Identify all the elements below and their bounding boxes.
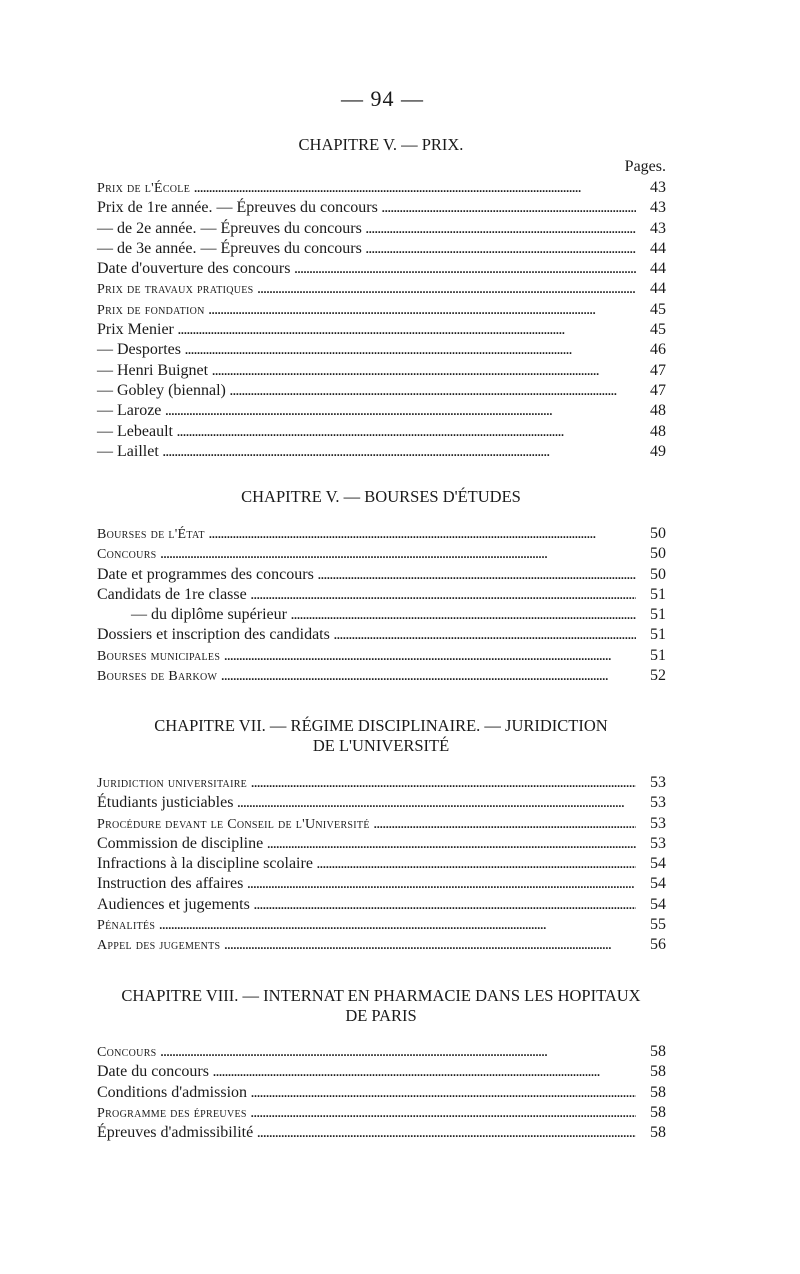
- dot-leader: [224, 646, 636, 666]
- toc-entry-label: — du diplôme supérieur: [131, 606, 287, 624]
- toc-entry-page: 52: [650, 667, 666, 685]
- toc-entry: [97, 320, 666, 340]
- chapter-title-line: CHAPITRE VIII. — INTERNAT EN PHARMACIE DANS LES HOPITAUX: [121, 986, 641, 1005]
- toc-entry-page: 46: [650, 341, 666, 359]
- toc-entry: [97, 1103, 666, 1123]
- toc-entry-page: 43: [650, 219, 666, 237]
- dot-leader: [209, 524, 636, 544]
- toc-entry-page: 48: [650, 422, 666, 440]
- toc-entry-label: Prix de fondation: [97, 302, 205, 318]
- toc-entry-page: 49: [650, 442, 666, 460]
- dot-leader: [185, 340, 636, 360]
- toc-entry-page: 55: [650, 916, 666, 934]
- toc-entry-label: Prix de 1re année. — Épreuves du concours: [97, 199, 378, 217]
- toc-entry-page: 50: [650, 565, 666, 583]
- toc-entry: [97, 524, 666, 544]
- toc-entry-page: 58: [650, 1063, 666, 1081]
- dot-leader: [294, 259, 636, 279]
- toc-entry-label: — de 2e année. — Épreuves du concours: [97, 219, 362, 237]
- dot-leader: [251, 1103, 636, 1123]
- toc-entry: [97, 895, 666, 915]
- toc-entry: [97, 625, 666, 645]
- toc-entry: [97, 605, 666, 625]
- toc-entry-page: 45: [650, 300, 666, 318]
- toc-entry: [97, 935, 666, 955]
- toc-entry-page: 43: [650, 199, 666, 217]
- toc-entry-page: 54: [650, 855, 666, 873]
- toc-entry: [97, 915, 666, 935]
- dot-leader: [382, 198, 636, 218]
- toc-entry: [97, 874, 666, 894]
- dot-leader: [163, 442, 636, 462]
- toc-entry-label: Étudiants justiciables: [97, 794, 234, 812]
- chapter-title-line: CHAPITRE VII. — RÉGIME DISCIPLINAIRE. — JURIDICTION: [154, 716, 608, 735]
- toc-list: [97, 773, 666, 956]
- dot-leader: [251, 585, 636, 605]
- chapter-title-line: DE PARIS: [345, 1006, 417, 1025]
- dot-leader: [318, 565, 636, 585]
- chapter-title-line: DE L'UNIVERSITÉ: [312, 736, 450, 755]
- toc-entry-label: Pénalités: [97, 918, 156, 934]
- dot-leader: [334, 625, 636, 645]
- toc-entry: [97, 565, 666, 585]
- toc-entry: [97, 422, 666, 442]
- dot-leader: [209, 300, 636, 320]
- toc-entry-label: — Lebeault: [97, 422, 173, 440]
- toc-entry-label: Dossiers et inscription des candidats: [97, 626, 330, 644]
- toc-entry-label: Programme des épreuves: [97, 1105, 247, 1121]
- pages-header: Pages.: [624, 158, 666, 175]
- toc-entry-page: 58: [650, 1103, 666, 1121]
- dot-leader: [366, 239, 636, 259]
- toc-entry-page: 48: [650, 402, 666, 420]
- toc-entry-page: 51: [650, 585, 666, 603]
- toc-entry-label: Épreuves d'admissibilité: [97, 1124, 254, 1142]
- toc-entry: [97, 279, 666, 299]
- toc-entry-label: — Henri Buignet: [97, 361, 209, 379]
- dot-leader: [237, 793, 636, 813]
- toc-entry-label: — Desportes: [97, 341, 181, 359]
- dot-leader: [178, 320, 636, 340]
- toc-entry-label: Juridiction universitaire: [97, 776, 248, 791]
- toc-entry-page: 58: [650, 1043, 666, 1060]
- toc-entry: [97, 219, 666, 239]
- toc-entry: [97, 646, 666, 666]
- toc-entry: [97, 198, 666, 218]
- toc-entry-label: Prix de travaux pratiques: [97, 282, 254, 298]
- toc-entry-label: Audiences et jugements: [97, 895, 250, 913]
- toc-entry: [97, 834, 666, 854]
- toc-entry-page: 56: [650, 936, 666, 954]
- dot-leader: [165, 401, 636, 421]
- toc-entry: [97, 1042, 666, 1062]
- toc-entry-page: 54: [650, 895, 666, 913]
- toc-entry-label: Bourses de Barkow: [97, 669, 218, 685]
- toc-entry-label: — de 3e année. — Épreuves du concours: [97, 239, 362, 257]
- toc-entry-label: Date du concours: [97, 1063, 209, 1081]
- dot-leader: [212, 361, 636, 381]
- toc-entry-label: Concours: [97, 1045, 157, 1060]
- toc-entry-page: 50: [650, 545, 666, 563]
- toc-entry-label: Prix de l'École: [97, 181, 191, 196]
- toc-entry-label: Commission de discipline: [97, 834, 264, 852]
- chapter-title: [96, 716, 666, 756]
- toc-entry-label: — Gobley (biennal): [97, 381, 226, 399]
- chapter-title: [96, 986, 666, 1026]
- dot-leader: [159, 915, 636, 935]
- toc-entry-page: 58: [650, 1124, 666, 1142]
- toc-entry-page: 58: [650, 1083, 666, 1101]
- toc-entry-page: 44: [650, 239, 666, 257]
- page-number: — 94 —: [341, 86, 424, 111]
- toc-entry-label: Date et programmes des concours: [97, 565, 314, 583]
- dot-leader: [247, 874, 636, 894]
- chapter-title: [96, 487, 666, 507]
- dot-leader: [251, 1083, 636, 1103]
- toc-entry: [97, 178, 666, 198]
- toc-entry: [97, 544, 666, 564]
- toc-entry-page: 44: [650, 280, 666, 298]
- dot-leader: [366, 219, 636, 239]
- toc-entry: [97, 381, 666, 401]
- dot-leader: [224, 935, 636, 955]
- toc-entry-page: 53: [650, 814, 666, 832]
- toc-entry-label: Conditions d'admission: [97, 1083, 248, 1101]
- dot-leader: [267, 834, 636, 854]
- toc-entry: [97, 854, 666, 874]
- dot-leader: [257, 1123, 636, 1143]
- toc-entry-label: Appel des jugements: [97, 938, 221, 954]
- toc-entry-page: 50: [650, 525, 666, 542]
- toc-entry: [97, 300, 666, 320]
- toc-entry-label: Candidats de 1re classe: [97, 585, 247, 603]
- toc-entry: [97, 401, 666, 421]
- dot-leader: [161, 1042, 636, 1062]
- dot-leader: [177, 422, 636, 442]
- toc-entry-label: Date d'ouverture des concours: [97, 260, 291, 278]
- dot-leader: [213, 1062, 636, 1082]
- toc-entry-page: 47: [650, 381, 666, 399]
- toc-entry-page: 53: [650, 794, 666, 812]
- toc-entry-label: Procédure devant le Conseil de l'Université: [97, 816, 370, 832]
- toc-entry-page: 53: [650, 834, 666, 852]
- toc-list: [97, 1042, 666, 1143]
- toc-entry-page: 51: [650, 626, 666, 644]
- dot-leader: [251, 773, 636, 793]
- toc-entry-page: 45: [650, 321, 666, 339]
- toc-entry: [97, 1083, 666, 1103]
- dot-leader: [258, 279, 636, 299]
- dot-leader: [194, 178, 636, 198]
- dot-leader: [221, 666, 636, 686]
- toc-list: [97, 524, 666, 686]
- dot-leader: [230, 381, 636, 401]
- dot-leader: [291, 605, 636, 625]
- toc-entry-label: Infractions à la discipline scolaire: [97, 855, 313, 873]
- toc-entry: [97, 239, 666, 259]
- dot-leader: [161, 544, 636, 564]
- toc-entry-label: Bourses de l'État: [97, 527, 205, 542]
- toc-entry-label: Concours: [97, 547, 157, 563]
- chapter-title-line: CHAPITRE V. — BOURSES D'ÉTUDES: [241, 487, 521, 506]
- toc-entry: [97, 340, 666, 360]
- chapter-title-line: CHAPITRE V. — PRIX.: [298, 135, 464, 154]
- dot-leader: [374, 814, 636, 834]
- toc-entry-page: 51: [650, 646, 666, 664]
- toc-entry: [97, 361, 666, 381]
- toc-entry-page: 44: [650, 260, 666, 278]
- toc-entry: [97, 814, 666, 834]
- toc-entry: [97, 585, 666, 605]
- toc-entry-page: 54: [650, 875, 666, 893]
- toc-list: [97, 178, 666, 462]
- toc-entry: [97, 793, 666, 813]
- toc-entry-label: Instruction des affaires: [97, 875, 244, 893]
- toc-entry-label: Prix Menier: [97, 321, 174, 339]
- toc-entry-page: 53: [650, 774, 666, 791]
- toc-entry: [97, 1123, 666, 1143]
- dot-leader: [254, 895, 636, 915]
- toc-entry-label: Bourses municipales: [97, 648, 221, 664]
- toc-entry: [97, 773, 666, 793]
- toc-entry-page: 47: [650, 361, 666, 379]
- toc-entry: [97, 259, 666, 279]
- toc-entry: [97, 1062, 666, 1082]
- toc-entry: [97, 442, 666, 462]
- toc-entry-label: — Laroze: [97, 402, 162, 420]
- dot-leader: [317, 854, 636, 874]
- toc-entry-page: 43: [650, 179, 666, 196]
- chapter-title: [96, 135, 666, 155]
- toc-entry-page: 51: [650, 606, 666, 624]
- toc-entry: [97, 666, 666, 686]
- toc-entry-label: — Laillet: [97, 442, 159, 460]
